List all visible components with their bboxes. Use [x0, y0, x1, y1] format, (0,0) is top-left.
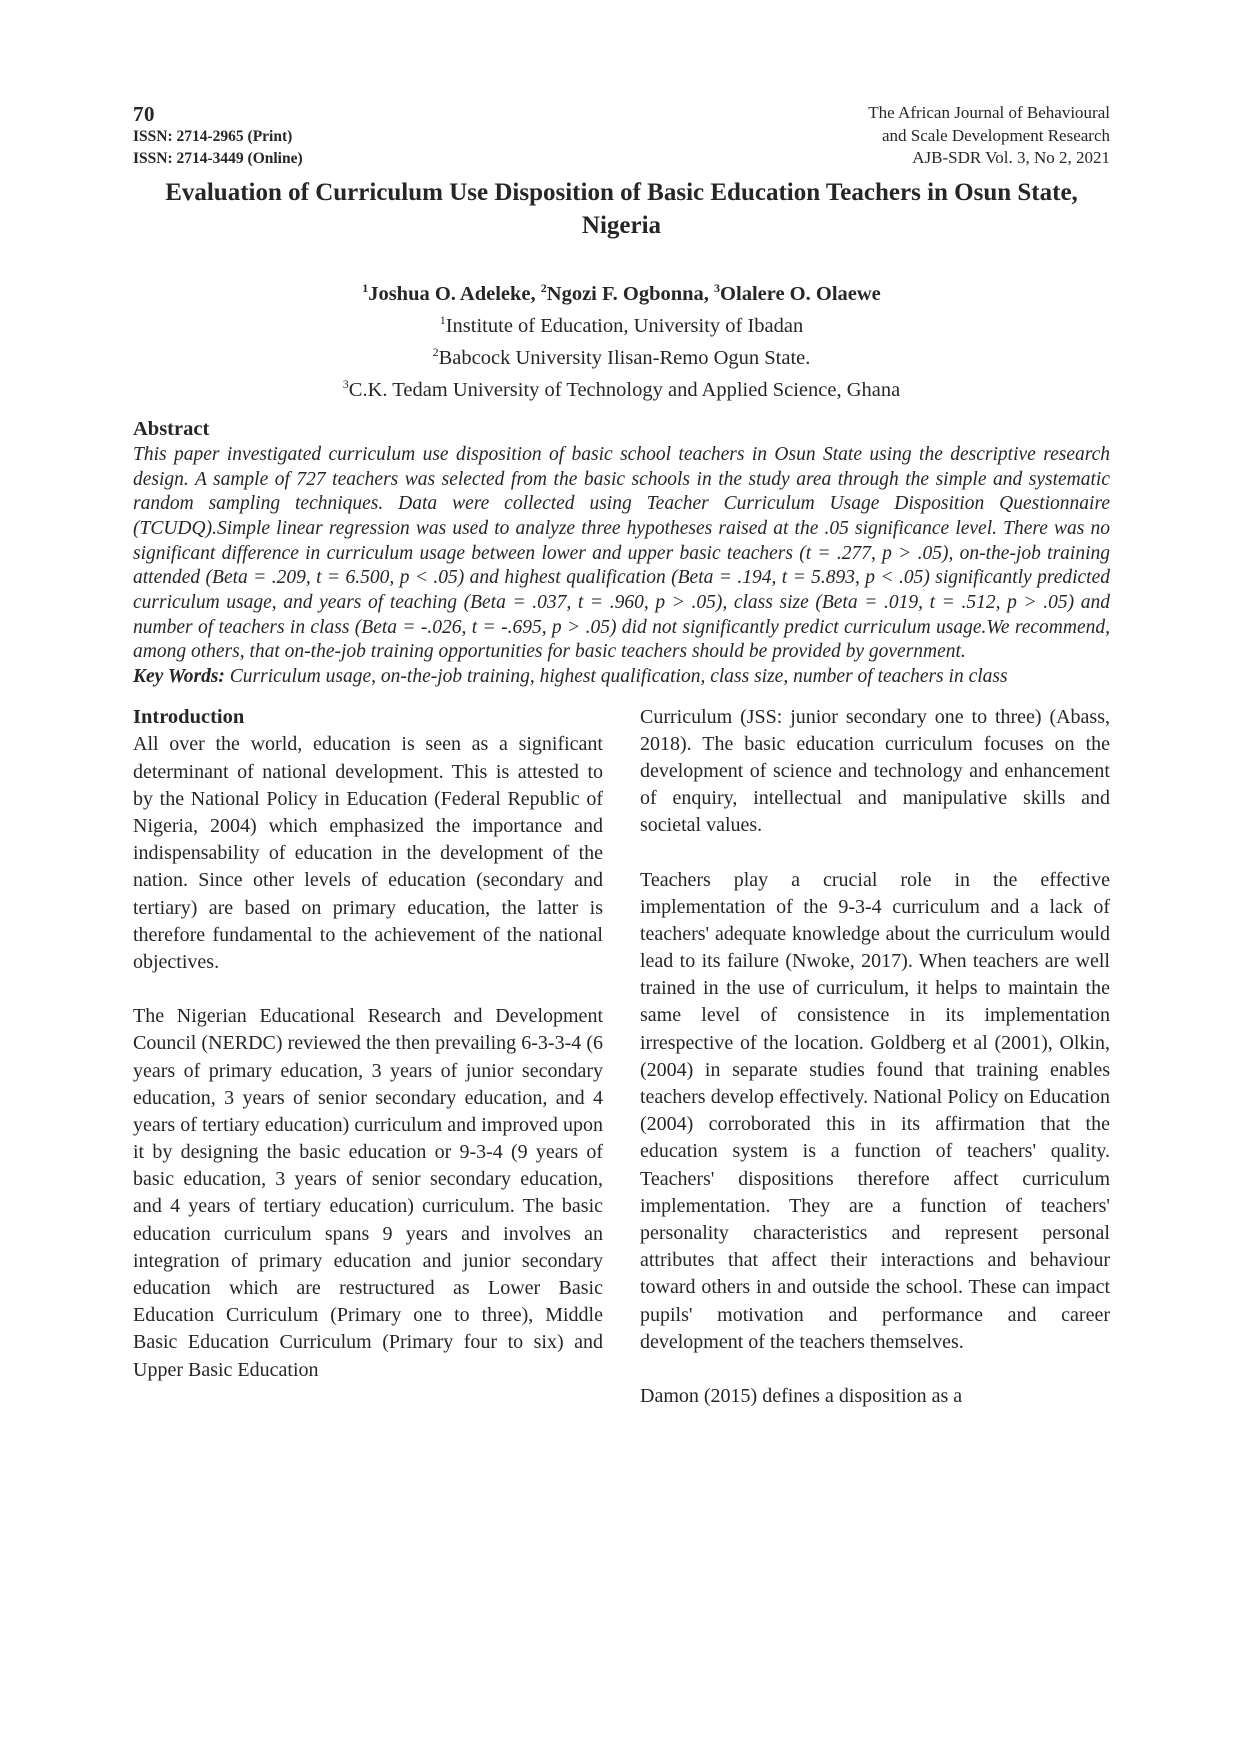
affiliation-marker: 1: [439, 313, 446, 328]
page-header: [133, 102, 1110, 170]
journal-volume-line: AJB-SDR Vol. 3, No 2, 2021: [912, 148, 1110, 168]
author: [541, 283, 714, 305]
issn-block: [133, 102, 303, 170]
keywords-text: Curriculum usage, on-the-job training, highest qualification, class size, number of teachers in class: [224, 665, 1008, 687]
abstract-section: [133, 418, 1110, 690]
author-affiliation-marker: 3: [714, 281, 721, 296]
journal-name-line2: and Scale Development Research: [882, 125, 1110, 145]
author-name: Ngozi F. Ogbonna,: [546, 283, 715, 306]
affiliation-text: C.K. Tedam University of Technology and Applied Science, Ghana: [348, 379, 901, 402]
affiliation-text: Institute of Education, University of Ibadan: [445, 315, 804, 338]
author: [714, 283, 881, 305]
author: [362, 283, 541, 305]
body-paragraph: Curriculum (JSS: junior secondary one to three) (Abass, 2018). The basic education curriculum focuses on the development of science and technology and enhancement of enquiry, intellectual and manipulative skills and societal values.: [640, 705, 1110, 837]
author-affiliation-marker: 1: [362, 281, 369, 296]
affiliation-2: [133, 347, 1110, 370]
left-column: [133, 704, 603, 1411]
right-column: [640, 704, 1110, 1411]
issn-print: ISSN: 2714-2965 (Print): [133, 128, 293, 146]
keywords-line: [133, 665, 1110, 690]
article-title: Evaluation of Curriculum Use Disposition of Basic Education Teachers in Osun State, Nigeria: [165, 178, 1078, 240]
affiliation-text: Babcock University Ilisan-Remo Ogun State.: [438, 347, 811, 370]
affiliation-marker: 3: [342, 377, 349, 392]
authors-line: [133, 283, 1110, 306]
body-paragraph: Damon (2015) defines a disposition as a: [640, 1384, 963, 1407]
author-name: Olalere O. Olaewe: [720, 283, 881, 306]
author-name: Joshua O. Adeleke,: [368, 283, 541, 306]
abstract-text: This paper investigated curriculum use disposition of basic school teachers in Osun State using the descriptive research design. A sample of 727 teachers was selected from the basic schools in the study area through the simple and systematic random sampling techniques. Data were collected using Teacher Curriculum Usage Disposition Questionnaire (TCUDQ).Simple linear regression was used to analyze three hypotheses raised at the .05 significance level. There was no significant difference in curriculum usage between lower and upper basic teachers (t = .277, p > .05), on-the-job training attended (Beta = .209, t = 6.500, p < .05) and highest qualification (Beta = .194, t = 5.893, p < .05) significantly predicted curriculum usage, and years of teaching (Beta = .037, t = .960, p > .05), class size (Beta = .019, t = .512, p > .05) and number of teachers in class (Beta = -.026, t = -.695, p > .05) did not significantly predict curriculum usage.We recommend, among others, that on-the-job training opportunities for basic teachers should be provided by government.: [133, 444, 1110, 663]
two-column-body: [133, 704, 1110, 1411]
introduction-heading: Introduction: [133, 705, 245, 728]
journal-name-line1: The African Journal of Behavioural: [868, 103, 1110, 123]
body-paragraph: The Nigerian Educational Research and Development Council (NERDC) reviewed the then prevailing 6-3-3-4 (6 years of primary education, 3 years of junior secondary education, 3 years of senior secondary education, and 4 years of tertiary education) curriculum and improved upon it by designing the basic education or 9-3-4 (9 years of basic education, 3 years of senior secondary education, and 4 years of tertiary education) curriculum. The basic education curriculum spans 9 years and involves an integration of primary education and junior secondary education which are restructured as Lower Basic Education Curriculum (Primary one to three), Middle Basic Education Curriculum (Primary four to six) and Upper Basic Education: [133, 1005, 603, 1381]
author-affiliation-marker: 2: [540, 281, 547, 296]
affiliation-marker: 2: [432, 345, 439, 360]
abstract-heading: Abstract: [133, 418, 210, 441]
affiliation-3: [133, 379, 1110, 402]
keywords-label: Key Words:: [133, 665, 225, 687]
journal-info: [868, 102, 1110, 169]
affiliation-1: [133, 315, 1110, 338]
issn-online: ISSN: 2714-3449 (Online): [133, 149, 303, 167]
page-number: 70: [133, 102, 155, 126]
body-paragraph: All over the world, education is seen as a significant determinant of national development. This is attested to by the National Policy in Education (Federal Republic of Nigeria, 2004) which emphasized the importance and indispensability of education in the development of the nation. Since other levels of education (secondary and tertiary) are based on primary education, the latter is therefore fundamental to the achievement of the national objectives.: [133, 733, 603, 973]
body-paragraph: Teachers play a crucial role in the effective implementation of the 9-3-4 curriculum and a lack of teachers' adequate knowledge about the curriculum would lead to its failure (Nwoke, 2017). When teachers are well trained in the use of curriculum, it helps to maintain the same level of consistence in its implementation irrespective of the location. Goldberg et al (2001), Olkin, (2004) in separate studies found that training enables teachers develop effectively. National Policy on Education (2004) corroborated this in its affirmation that the education system is a function of teachers' quality. Teachers' dispositions therefore affect curriculum implementation. They are a function of teachers' personality characteristics and represent personal attributes that affect their interactions and behaviour toward others in and outside the school. These can impact pupils' motivation and performance and career development of the teachers themselves.: [640, 868, 1110, 1353]
